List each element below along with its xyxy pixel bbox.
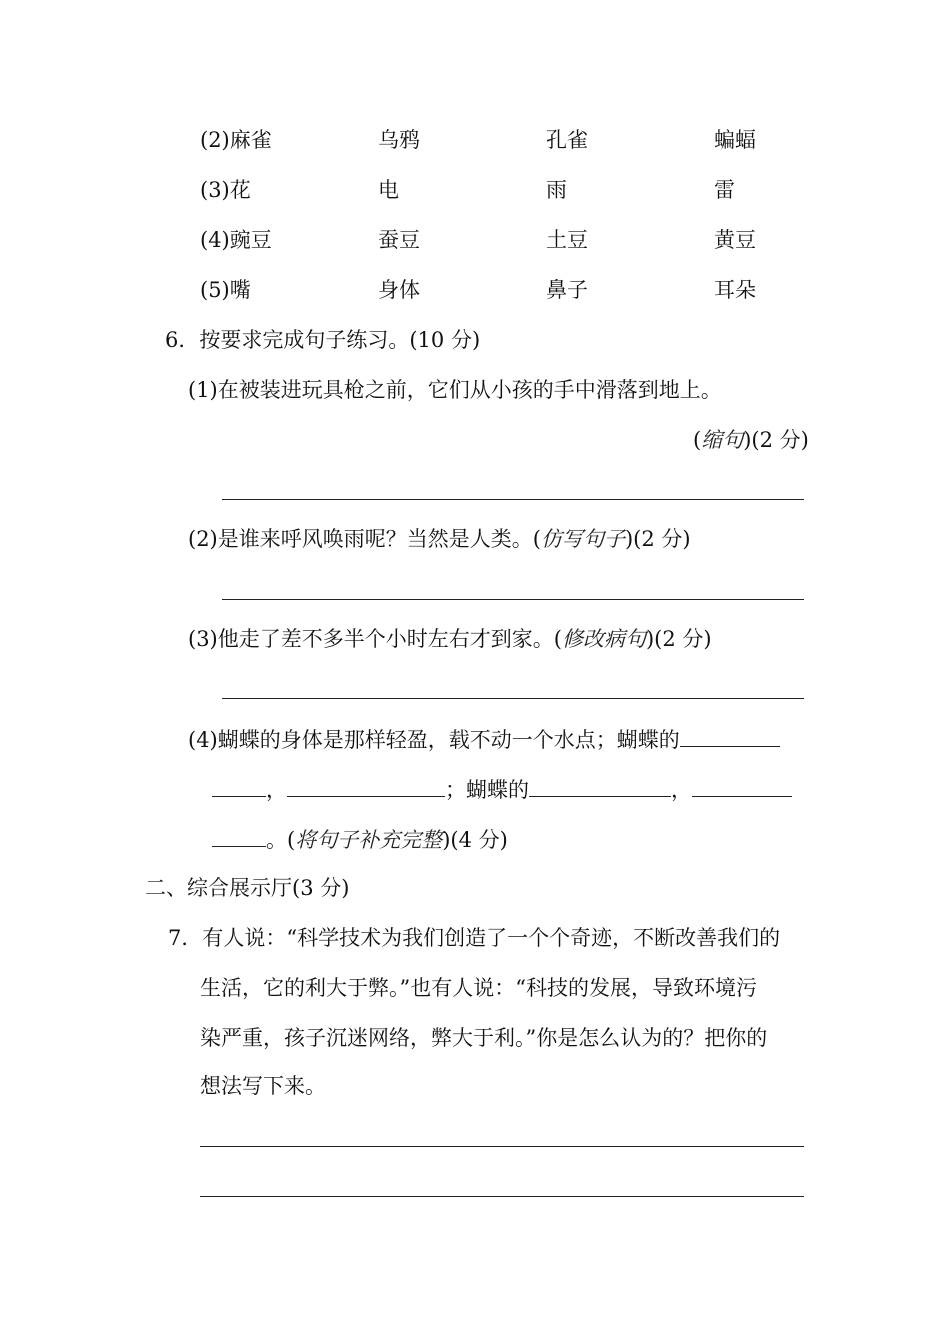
answer-line[interactable] xyxy=(222,599,804,600)
word-cell: (5)嘴 xyxy=(200,278,251,302)
word-cell: 乌鸦 xyxy=(378,128,420,152)
q6-sentence-4-line-1: (4)蝴蝶的身体是那样轻盈，载不动一个水点；蝴蝶的 xyxy=(188,726,780,753)
q6-sentence-1: (1)在被装进玩具枪之前，它们从小孩的手中滑落到地上。 xyxy=(188,378,722,402)
question-7-line: 生活，它的利大于弊。”也有人说：“科技的发展，导致环境污 xyxy=(200,976,757,1000)
q6-sentence-3: (3)他走了差不多半个小时左右才到家。(修改病句)(2 分) xyxy=(188,627,712,651)
fill-blank[interactable] xyxy=(529,776,671,797)
word-cell: 电 xyxy=(378,178,399,202)
word-cell: (4)豌豆 xyxy=(200,228,272,252)
q6-sentence-4-line-2: ， ；蝴蝶的 ， xyxy=(212,776,792,803)
section-2-heading: 二、综合展示厅(3 分) xyxy=(145,876,350,900)
q6-sentence-1-instruction: (缩句)(2 分) xyxy=(693,428,809,452)
q6-sentence-2: (2)是谁来呼风唤雨呢？当然是人类。(仿写句子)(2 分) xyxy=(188,527,691,551)
fill-blank[interactable] xyxy=(680,726,780,747)
q6-sentence-4-line-3: 。(将句子补充完整)(4 分) xyxy=(212,826,508,853)
word-cell: 身体 xyxy=(378,278,420,302)
word-cell: 蚕豆 xyxy=(378,228,420,252)
question-7-line: 想法写下来。 xyxy=(200,1074,326,1098)
word-cell: (3)花 xyxy=(200,178,251,202)
answer-line[interactable] xyxy=(200,1196,804,1197)
question-7-line: 7．有人说：“科学技术为我们创造了一个个奇迹，不断改善我们的 xyxy=(168,926,781,950)
fill-blank[interactable] xyxy=(212,776,266,797)
answer-line[interactable] xyxy=(200,1146,804,1147)
question-7-line: 染严重，孩子沉迷网络，弊大于利。”你是怎么认为的？把你的 xyxy=(200,1026,768,1050)
word-cell: 鼻子 xyxy=(546,278,588,302)
word-cell: 耳朵 xyxy=(714,278,756,302)
fill-blank[interactable] xyxy=(692,776,792,797)
word-cell: 雨 xyxy=(546,178,567,202)
word-cell: 土豆 xyxy=(546,228,588,252)
question-6-heading: 6．按要求完成句子练习。(10 分) xyxy=(165,328,481,352)
fill-blank[interactable] xyxy=(212,826,266,847)
word-cell: 蝙蝠 xyxy=(714,128,756,152)
word-cell: (2)麻雀 xyxy=(200,128,272,152)
answer-line[interactable] xyxy=(222,698,804,699)
word-cell: 孔雀 xyxy=(546,128,588,152)
fill-blank[interactable] xyxy=(287,776,445,797)
word-cell: 黄豆 xyxy=(714,228,756,252)
answer-line[interactable] xyxy=(222,499,804,500)
word-cell: 雷 xyxy=(714,178,735,202)
